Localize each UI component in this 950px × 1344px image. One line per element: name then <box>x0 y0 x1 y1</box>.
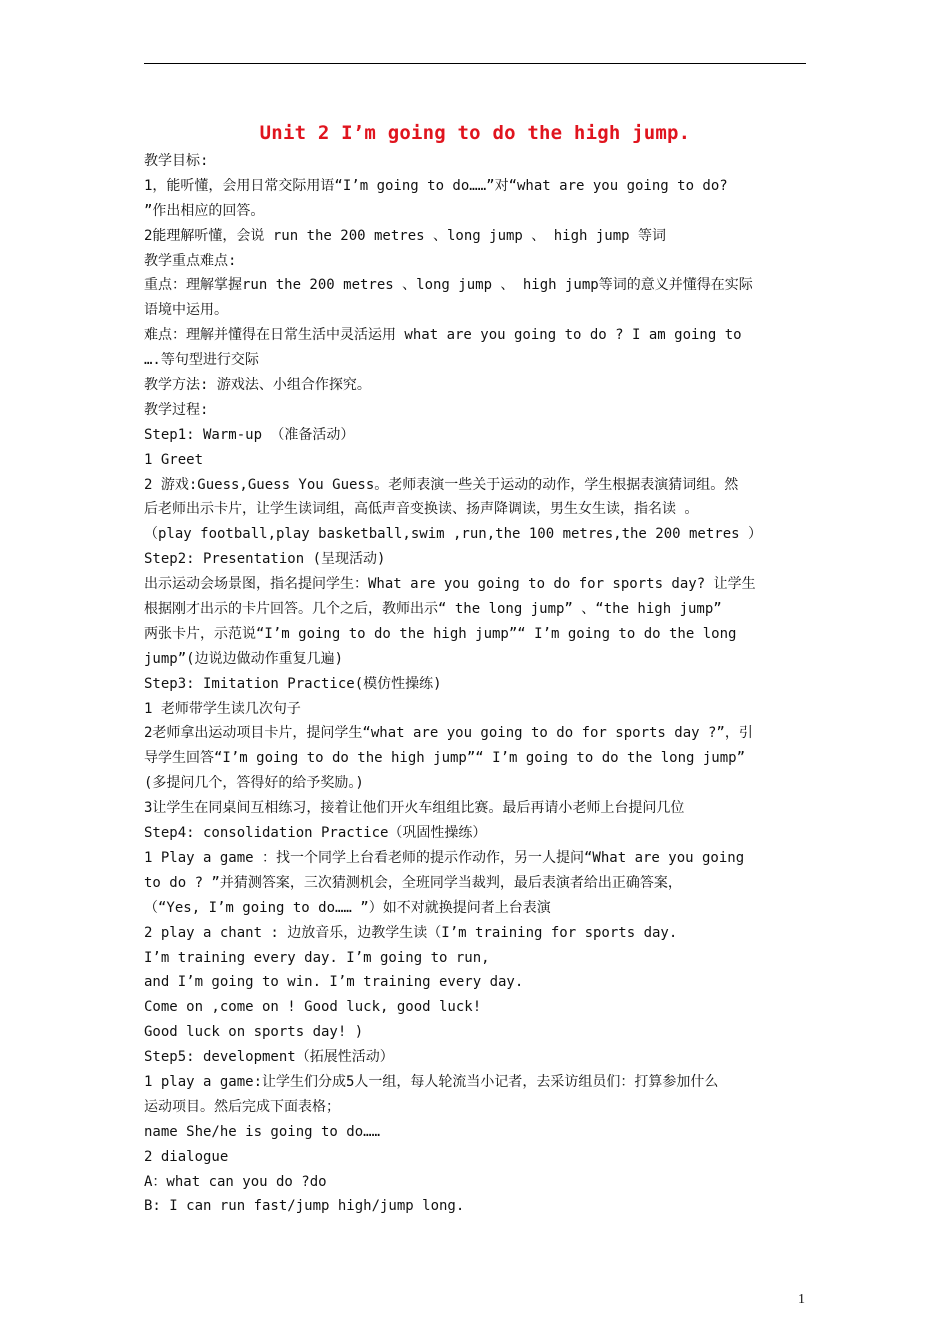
text-line: B: I can run fast/jump high/jump long. <box>144 1198 465 1215</box>
document-body <box>144 149 808 1219</box>
text-line: 难点：理解并懂得在日常生活中灵活运用 what are you going to do ? I am going to <box>144 327 742 344</box>
text-line: 运动项目。然后完成下面表格； <box>144 1098 340 1115</box>
text-line: (多提问几个，答得好的给予奖励。) <box>144 775 364 792</box>
text-line: 1，能听懂，会用日常交际用语“I’m going to do……”对“what are you going to do? <box>144 177 728 194</box>
text-line: Step2: Presentation (呈现活动) <box>144 551 386 568</box>
text-line: 3让学生在同桌间互相练习，接着让他们开火车组组比赛。最后再请小老师上台提问几位 <box>144 800 685 817</box>
text-line: （“Yes, I’m going to do…… ”）如不对就换提问者上台表演 <box>144 899 551 916</box>
text-line: ”作出相应的回答。 <box>144 202 265 219</box>
text-line: 教学重点难点: <box>144 252 237 269</box>
text-line: 2 play a chant : 边放音乐，边教学生读（I’m training for sports day. <box>144 924 678 941</box>
text-line: Come on ,come on ! Good luck, good luck! <box>144 999 482 1016</box>
text-line: to do ? ”并猜测答案，三次猜测机会，全班同学当裁判，最后表演者给出正确答案， <box>144 874 682 891</box>
text-line: Step5: development（拓展性活动） <box>144 1049 394 1066</box>
page-number: 1 <box>798 1292 805 1307</box>
text-line: 2老师拿出运动项目卡片，提问学生“what are you going to do for sports day ?”，引 <box>144 725 753 742</box>
text-line: A：what can you do ?do <box>144 1173 327 1190</box>
document-title: Unit 2 I’m going to do the high jump. <box>259 122 691 144</box>
text-line: name She/he is going to do…… <box>144 1123 381 1140</box>
text-line: Step1: Warm-up （准备活动） <box>144 426 355 443</box>
text-line: jump”(边说边做动作重复几遍) <box>144 650 344 667</box>
text-line: 后老师出示卡片，让学生读词组，高低声音变换读、扬声降调读，男生女生读，指名读 。 <box>144 501 699 518</box>
text-line: Step4: consolidation Practice（巩固性操练） <box>144 825 487 842</box>
text-line: 教学目标: <box>144 153 209 169</box>
text-line: 教学过程: <box>144 401 209 418</box>
text-line: 1 Greet <box>144 451 204 468</box>
text-line: 1 老师带学生读几次句子 <box>144 700 301 717</box>
text-line: （play football,play basketball,swim ,run,the 100 metres,the 200 metres ） <box>144 526 763 543</box>
text-line: 重点：理解掌握run the 200 metres 、long jump 、 high jump等词的意义并懂得在实际 <box>144 277 753 294</box>
text-line: 2能理解听懂，会说 run the 200 metres 、long jump 、 high jump 等词 <box>144 227 667 244</box>
text-line: 语境中运用。 <box>144 302 228 319</box>
text-line: 1 Play a game ：找一个同学上台看老师的提示作动作，另一人提问“What are you going <box>144 849 745 866</box>
text-line: 根据刚才出示的卡片回答。几个之后，教师出示“ the long jump” 、“the high jump” <box>144 601 722 618</box>
text-line: Good luck on sports day! ) <box>144 1024 364 1041</box>
text-line: 2 游戏:Guess,Guess You Guess。老师表演一些关于运动的动作，学生根据表演猜词组。然 <box>144 476 739 493</box>
text-line: 教学方法: 游戏法、小组合作探究。 <box>144 377 371 394</box>
header-rule <box>144 63 806 64</box>
text-line: ….等句型进行交际 <box>144 352 259 369</box>
text-line: 2 dialogue <box>144 1148 229 1165</box>
text-line: and I’m going to win. I’m training every day. <box>144 974 524 991</box>
text-line: 两张卡片，示范说“I’m going to do the high jump”“ I’m going to do the long <box>144 625 737 642</box>
text-line: 导学生回答“I’m going to do the high jump”“ I’m going to do the long jump” <box>144 750 746 767</box>
text-line: 出示运动会场景图，指名提问学生：What are you going to do for sports day? 让学生 <box>144 576 756 593</box>
text-line: I’m training every day. I’m going to run, <box>144 949 490 966</box>
text-line: Step3: Imitation Practice(模仿性操练) <box>144 675 442 692</box>
text-line: 1 play a game:让学生们分成5人一组，每人轮流当小记者，去采访组员们：打算参加什么 <box>144 1073 719 1090</box>
